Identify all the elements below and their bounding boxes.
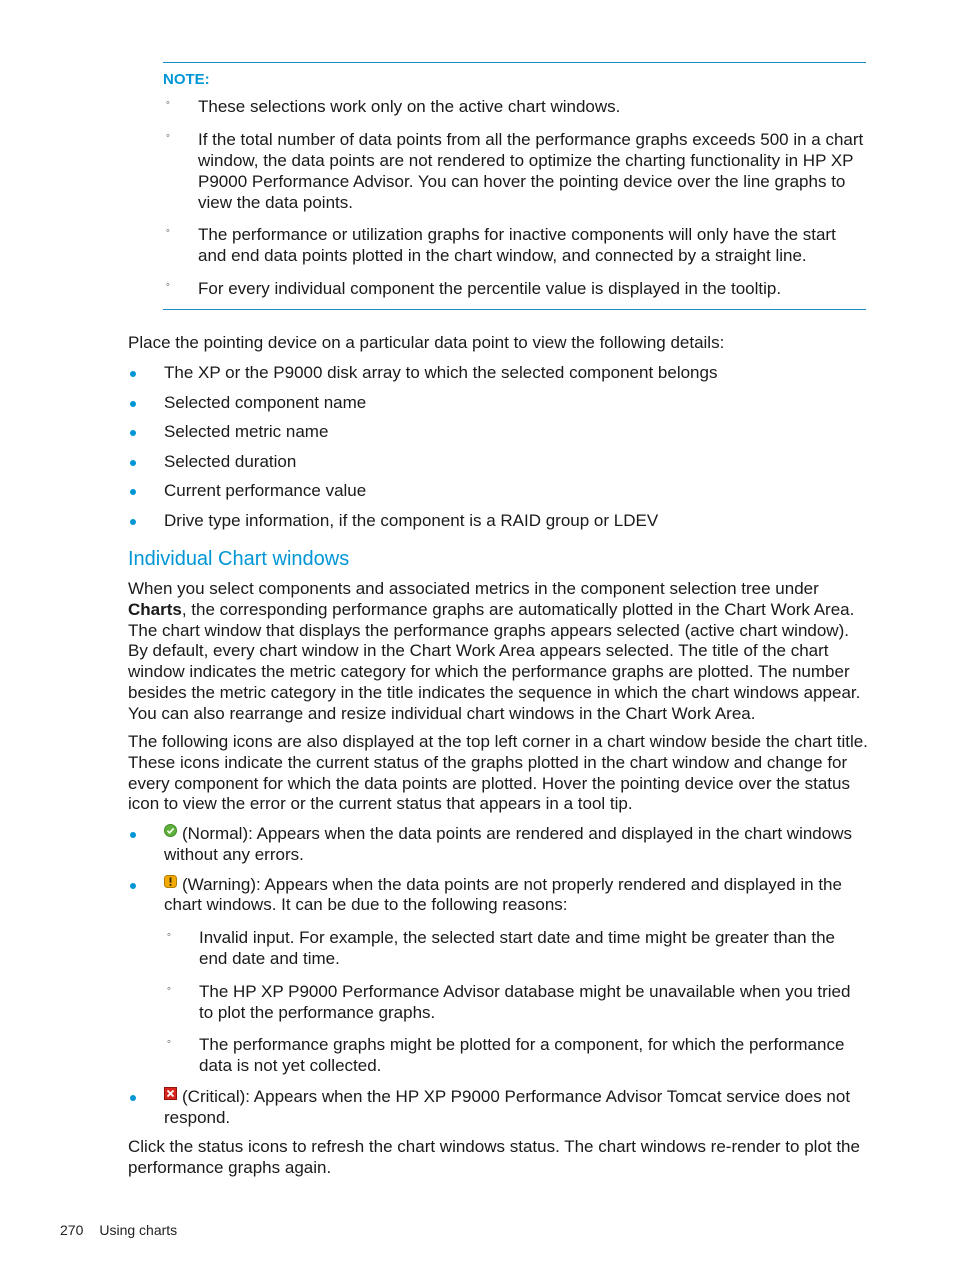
closing-paragraph: Click the status icons to refresh the chart windows status. The chart windows re-render to plot the performance graphs again.	[128, 1137, 860, 1177]
sub-bullet-icon: ◦	[167, 929, 171, 942]
section-paragraph-1: When you select components and associated metrics in the component selection tree under Charts, the corresponding performance graphs are automatically plotted in the Chart Work Area. The chart window that displays the performance graphs appears selected (active chart window). By default, every chart window in the Chart Work Area appears selected. The title of the chart window indicates the metric category for which the performance graphs are plotted. The number besides the metric category in the title indicates the sequence in which the chart windows appear. You can also rearrange and resize individual chart windows in the Chart Work Area.	[128, 579, 861, 723]
bullet-icon	[130, 883, 136, 889]
warning-status-icon	[164, 875, 177, 888]
list-item: The XP or the P9000 disk array to which the selected component belongs	[128, 363, 868, 384]
note-item: ◦ The performance or utilization graphs for inactive components will only have the start and end data points plotted in the chart window, and connected by a straight line.	[163, 224, 866, 266]
sub-bullet-icon: ◦	[166, 97, 170, 109]
intro-paragraph: Place the pointing device on a particular data point to view the following details:	[128, 333, 725, 352]
list-item: Drive type information, if the component is a RAID group or LDEV	[128, 511, 868, 532]
reason-item: ◦ Invalid input. For example, the selected start date and time might be greater than the end date and time.	[164, 928, 868, 970]
status-icon-list	[128, 824, 868, 1135]
reason-item: ◦ The HP XP P9000 Performance Advisor database might be unavailable when you tried to plot the performance graphs.	[164, 982, 868, 1024]
sub-bullet-icon: ◦	[166, 130, 170, 142]
note-item: ◦ If the total number of data points from all the performance graphs exceeds 500 in a chart window, the data points are not rendered to optimize the charting functionality in HP XP P9000 Performance Advisor. You can hover the pointing device over the line graphs to view the data points.	[163, 129, 866, 213]
note-list	[163, 96, 866, 299]
list-item: Selected component name	[128, 393, 868, 414]
chapter-title: Using charts	[99, 1222, 178, 1238]
section-heading: Individual Chart windows	[128, 548, 350, 570]
normal-status-icon	[164, 824, 177, 837]
bullet-icon	[130, 519, 136, 525]
note-box	[163, 62, 866, 310]
sub-bullet-icon: ◦	[166, 225, 170, 237]
bullet-icon	[130, 430, 136, 436]
charts-term: Charts	[128, 599, 182, 619]
bullet-icon	[130, 489, 136, 495]
note-item: ◦ For every individual component the percentile value is displayed in the tooltip.	[163, 278, 866, 299]
status-warning-item: (Warning): Appears when the data points are not properly rendered and displayed in the chart windows. It can be due to the following reasons: ◦ Invalid input. For example, the selected start date and time might be greater than the end date and time. ◦ The HP XP P9000 Performance Advisor database might be unavailable when you tried to plot the performance graphs. ◦ The performance graphs might be plotted for a component, for which the performance data is not yet collected.	[128, 875, 868, 1077]
note-title: NOTE:	[163, 71, 210, 88]
list-item: Selected duration	[128, 452, 868, 473]
details-list	[128, 363, 868, 541]
note-item: ◦ These selections work only on the active chart windows.	[163, 96, 866, 117]
bullet-icon	[130, 460, 136, 466]
sub-bullet-icon: ◦	[166, 279, 170, 291]
list-item: Selected metric name	[128, 422, 868, 443]
list-item: Current performance value	[128, 481, 868, 502]
page-footer	[60, 1222, 193, 1238]
status-normal-item: (Normal): Appears when the data points are rendered and displayed in the chart windows without any errors.	[128, 824, 868, 866]
critical-status-icon	[164, 1087, 177, 1100]
sub-bullet-icon: ◦	[167, 982, 171, 995]
bullet-icon	[130, 401, 136, 407]
bullet-icon	[130, 832, 136, 838]
page-number: 270	[60, 1222, 84, 1238]
sub-bullet-icon: ◦	[167, 1036, 171, 1049]
warning-reasons-list	[164, 928, 868, 1077]
bullet-icon	[130, 1095, 136, 1101]
status-critical-item: (Critical): Appears when the HP XP P9000 Performance Advisor Tomcat service does not respond.	[128, 1087, 868, 1129]
bullet-icon	[130, 371, 136, 377]
section-paragraph-2: The following icons are also displayed at the top left corner in a chart window beside the chart title. These icons indicate the current status of the graphs plotted in the chart window and change for every component for which the data points are plotted. Hover the pointing device over the status icon to view the error or the current status that appears in a tool tip.	[128, 732, 868, 814]
reason-item: ◦ The performance graphs might be plotted for a component, for which the performance data is not yet collected.	[164, 1035, 868, 1077]
